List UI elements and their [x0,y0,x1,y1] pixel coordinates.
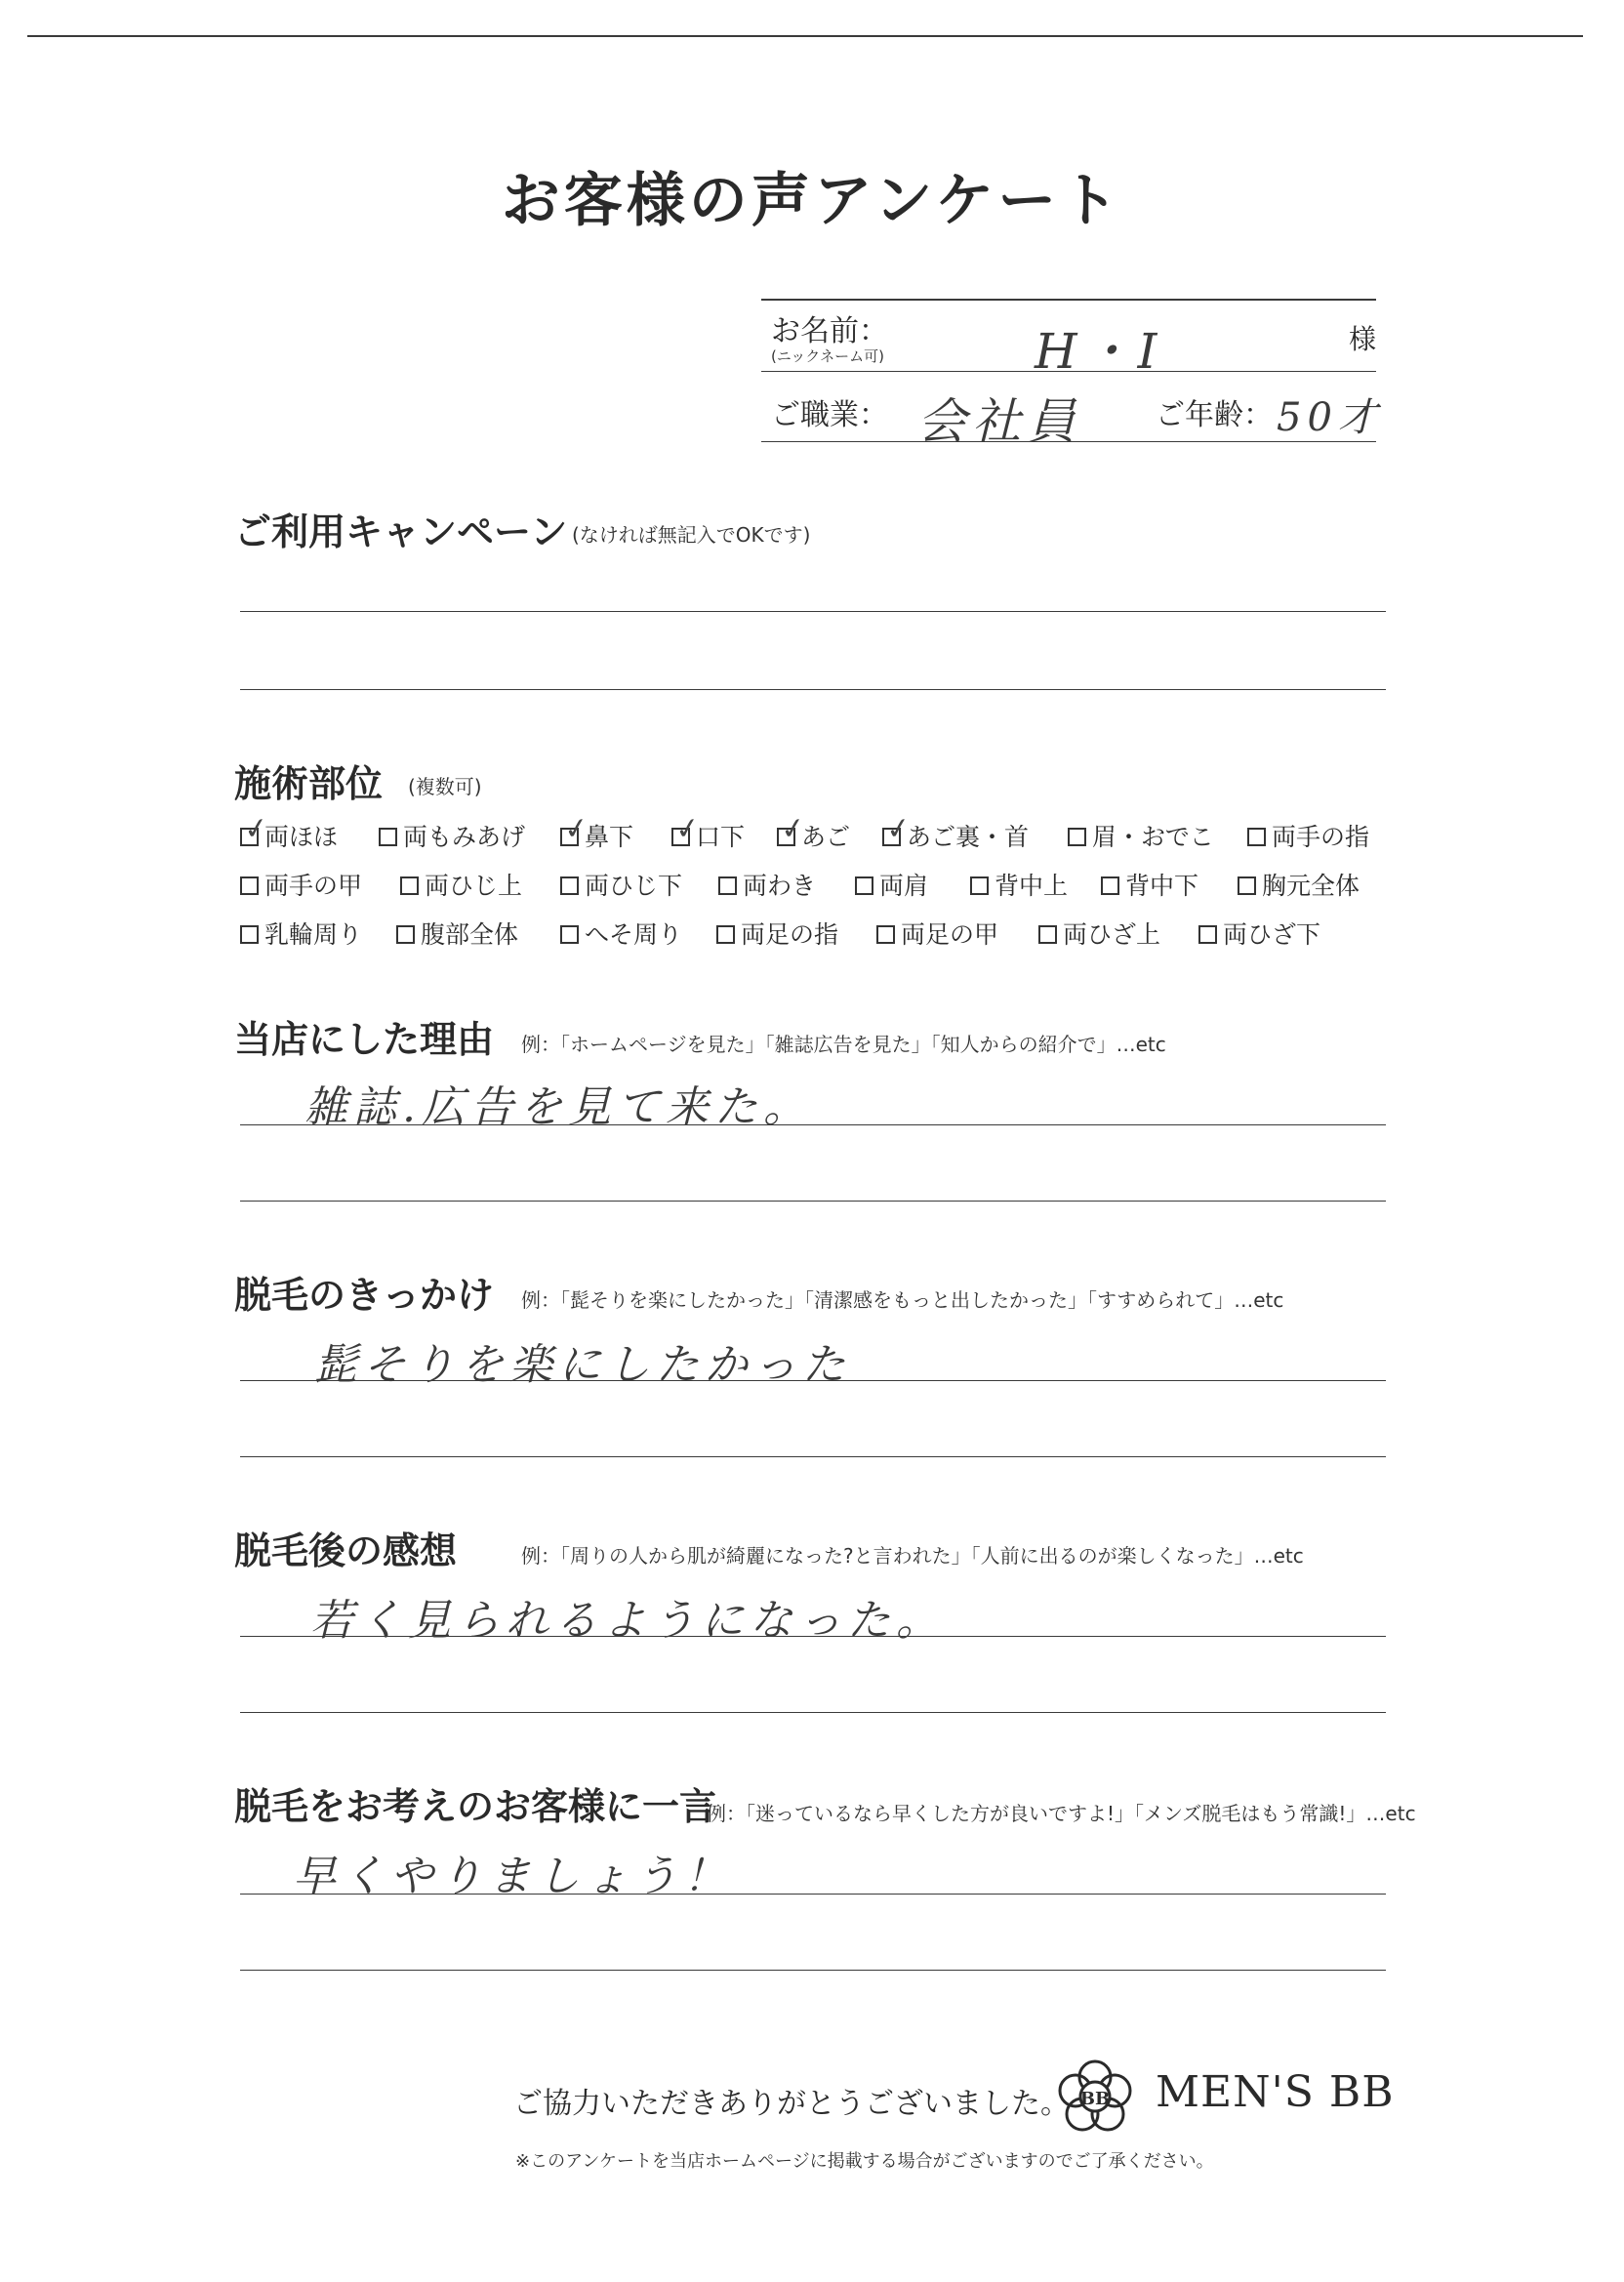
checkbox-box[interactable] [1038,925,1057,944]
checkbox-label: 両ほほ [264,823,339,851]
campaign-note: (なければ無記入でOKです) [572,523,811,547]
check-mark-icon: ✓ [561,809,591,848]
checkbox-box[interactable] [855,876,873,895]
name-label: お名前： [771,314,888,348]
checkbox-armpits[interactable] [718,867,855,902]
checkbox-chin[interactable] [777,809,882,853]
checkbox-label: 両わき [743,872,817,900]
reason-line-2 [240,1201,1386,1202]
job-value: 会社員 [917,393,1081,450]
checkbox-label: 眉・おでこ [1092,823,1214,851]
checkbox-box[interactable] [876,925,895,944]
campaign-title: ご利用キャンペーン [234,509,568,553]
impression-note: 例：「周りの人から肌が綺麗になった?と言われた」「人前に出るのが楽しくなった」…etc [521,1544,1304,1568]
reason-answer[interactable]: 雑誌.広告を見て来た。 [304,1082,812,1132]
checkbox-upper-arms[interactable] [400,867,560,902]
checkbox-forearms[interactable] [560,867,718,902]
checkbox-label: 背中上 [995,872,1069,900]
checkbox-label: 鼻下 [585,823,634,851]
check-mark-icon: ✓ [778,809,808,848]
checkbox-label: 乳輪周り [264,920,363,949]
age-value: 50才 [1277,395,1383,440]
checkbox-abdomen[interactable] [396,916,560,951]
impression-line-2 [240,1712,1386,1713]
checkbox-box[interactable] [560,809,591,848]
checkbox-label: 背中下 [1125,872,1199,900]
checkbox-box[interactable] [379,828,397,846]
honorific: 様 [1349,323,1377,355]
checkbox-label: 両ひざ上 [1063,920,1161,949]
reason-line-1 [240,1124,1386,1125]
checkbox-lower-back[interactable] [1101,867,1238,902]
checkbox-back-of-hands[interactable] [240,867,400,902]
checkbox-label: 両もみあげ [403,823,526,851]
checkbox-label: 両足の甲 [901,920,999,949]
page-title: お客様の声アンケート [501,167,1123,235]
name-value: H・I [1035,323,1163,380]
campaign-line-1 [240,611,1386,612]
parts-row-1 [240,809,1370,853]
top-border [27,35,1583,37]
brand-emblem-icon [1054,2056,1136,2138]
trigger-note: 例：「髭そりを楽にしたかった」「清潔感をもっと出したかった」「すすめられて」…etc [521,1288,1284,1312]
checkbox-thighs[interactable] [1038,916,1198,951]
age-label: ご年齢： [1156,398,1273,432]
checkbox-box[interactable] [1247,828,1266,846]
emblem-letters: BB [1079,2089,1111,2109]
checkbox-box[interactable] [882,809,914,848]
campaign-line-2 [240,689,1386,690]
name-sub-label: (ニックネーム可) [771,347,884,365]
parts-row-3 [240,916,1320,951]
job-rule [761,441,1376,442]
checkbox-box[interactable] [970,876,989,895]
checkbox-box[interactable] [716,925,735,944]
info-top-rule [761,299,1376,301]
impression-answer[interactable]: 若く見られるようになった。 [310,1596,945,1646]
checkbox-label: 両肩 [879,872,929,900]
checkbox-lower-legs[interactable] [1198,916,1320,951]
checkbox-label: 両ひざ下 [1223,920,1321,949]
checkbox-box[interactable] [400,876,419,895]
checkbox-box[interactable] [671,809,703,848]
checkbox-cheeks[interactable] [240,809,379,853]
checkbox-shoulders[interactable] [855,867,970,902]
checkbox-upper-back[interactable] [970,867,1101,902]
trigger-title: 脱毛のきっかけ [234,1273,495,1317]
checkbox-label: 両手の指 [1272,823,1370,851]
trigger-line-2 [240,1456,1386,1457]
checkbox-label: 両ひじ下 [585,872,683,900]
checkbox-navel[interactable] [560,916,716,951]
checkbox-box[interactable] [560,925,579,944]
checkbox-label: あご裏・首 [907,823,1030,851]
message-answer[interactable]: 早くやりましょう！ [293,1852,732,1901]
checkbox-label: へそ周り [585,920,683,949]
message-note: 例：「迷っているなら早くした方が良いですよ!」「メンズ脱毛はもう常識!」…etc [707,1802,1416,1825]
checkbox-brow-forehead[interactable] [1068,818,1247,853]
reason-title: 当店にした理由 [234,1017,495,1061]
reason-note: 例：「ホームページを見た」「雑誌広告を見た」「知人からの紹介で」…etc [521,1033,1166,1056]
checkbox-sideburns[interactable] [379,818,560,853]
checkbox-label: 両手の甲 [264,872,363,900]
checkbox-box[interactable] [1238,876,1256,895]
checkbox-box[interactable] [560,876,579,895]
checkbox-box[interactable] [396,925,415,944]
checkbox-box[interactable] [1101,876,1119,895]
name-rule [761,371,1376,372]
checkbox-label: 胸元全体 [1262,872,1360,900]
check-mark-icon: ✓ [241,809,271,848]
message-title: 脱毛をお考えのお客様に一言 [234,1784,717,1828]
checkbox-fingers[interactable] [1247,818,1369,853]
job-label: ご職業： [771,398,888,432]
check-mark-icon: ✓ [672,809,703,848]
checkbox-chest[interactable] [1238,867,1360,902]
publication-notice: ※このアンケートを当店ホームページに掲載する場合がございますのでご了承ください。 [515,2151,1214,2172]
checkbox-under-nose[interactable] [560,809,671,853]
parts-note: (複数可) [408,775,482,798]
message-line-1 [240,1894,1386,1895]
checkbox-box[interactable] [718,876,737,895]
checkbox-box[interactable] [1068,828,1086,846]
brand-logo-text: MEN'S BB [1156,2067,1395,2117]
trigger-answer[interactable]: 髭そりを楽にしたかった [314,1340,851,1390]
checkbox-box[interactable] [777,809,808,848]
checkbox-box[interactable] [240,925,259,944]
checkbox-label: 両足の指 [741,920,839,949]
checkbox-under-chin-neck[interactable] [882,809,1068,853]
checkbox-label: 両ひじ上 [425,872,523,900]
checkbox-box[interactable] [1198,925,1217,944]
checkbox-areola[interactable] [240,916,396,951]
checkbox-label: 腹部全体 [421,920,519,949]
checkbox-label: あご [801,823,851,851]
checkbox-box[interactable] [240,876,259,895]
parts-row-2 [240,867,1360,902]
checkbox-under-mouth[interactable] [671,809,777,853]
checkbox-label: 口下 [696,823,746,851]
impression-line-1 [240,1636,1386,1637]
impression-title: 脱毛後の感想 [234,1528,458,1572]
trigger-line-1 [240,1380,1386,1381]
message-line-2 [240,1970,1386,1971]
thanks-text: ご協力いただきありがとうございました。 [513,2087,1070,2121]
checkbox-top-of-feet[interactable] [876,916,1038,951]
checkbox-box[interactable] [240,809,271,848]
checkbox-toes[interactable] [716,916,876,951]
parts-title: 施術部位 [234,761,384,805]
check-mark-icon: ✓ [883,809,914,848]
